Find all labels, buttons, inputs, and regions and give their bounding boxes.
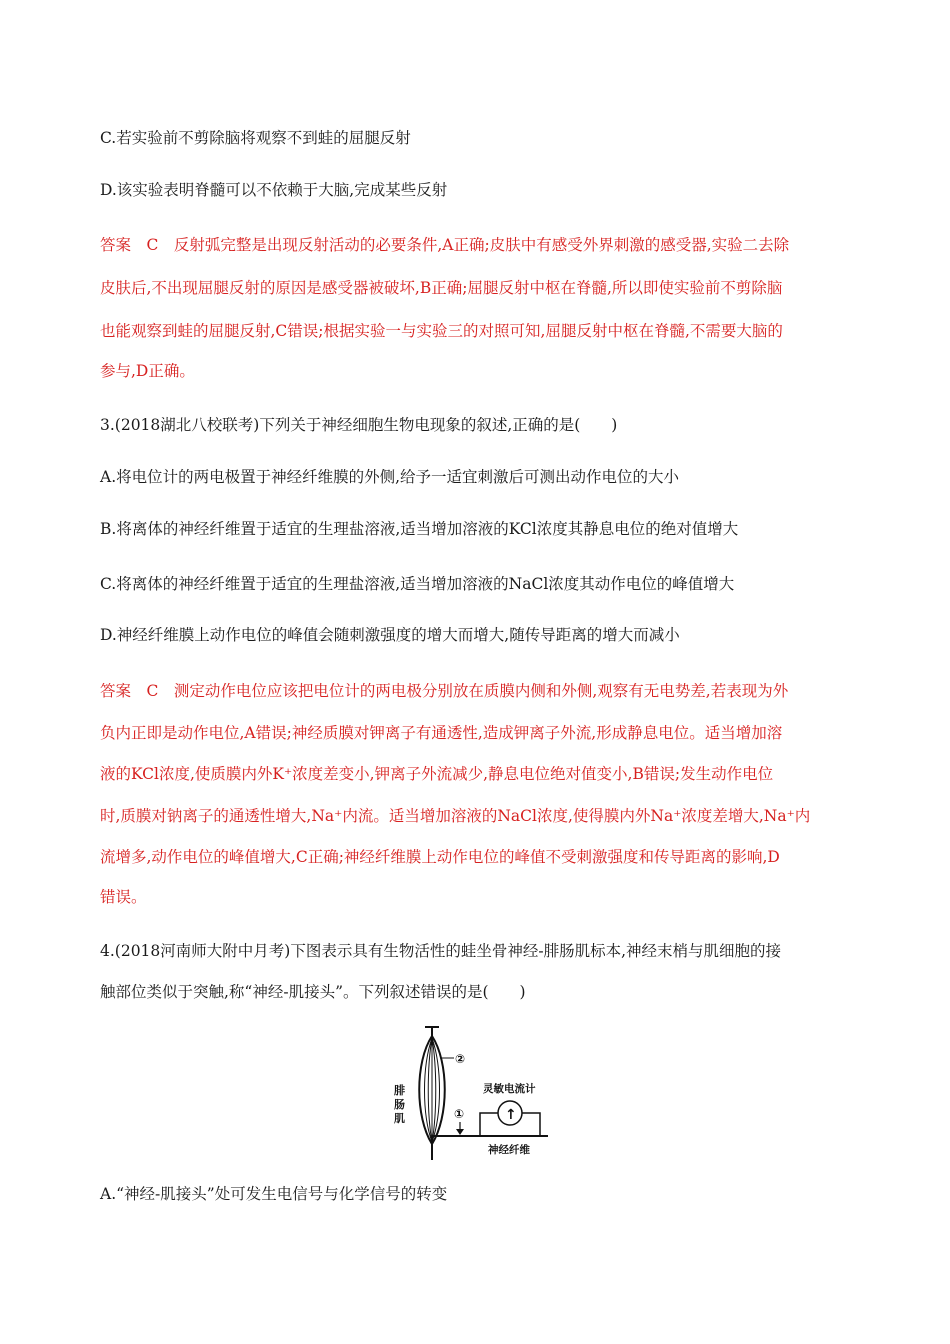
meter-wire-left: [480, 1113, 498, 1136]
q3-option-d: D.神经纤维膜上动作电位的峰值会随刺激强度的增大而增大,随传导距离的增大而减小: [100, 626, 680, 644]
q4-stem-line-1: 4.(2018河南师大附中月考)下图表示具有生物活性的蛙坐骨神经-腓肠肌标本,神经末梢与肌细胞的接: [100, 942, 781, 960]
q2-option-d: D.该实验表明脊髓可以不依赖于大脑,完成某些反射: [100, 181, 448, 199]
q2-option-c: C.若实验前不剪除脑将观察不到蛙的屈腿反射: [100, 129, 411, 147]
q3-stem: 3.(2018湖北八校联考)下列关于神经细胞生物电现象的叙述,正确的是( ): [100, 416, 618, 434]
q3-answer-line-2: 负内正即是动作电位,A错误;神经质膜对钾离子有通透性,造成钾离子外流,形成静息电位。适当增加溶: [100, 724, 783, 742]
q3-answer-line-6: 错误。: [100, 888, 147, 906]
stimulus-arrow-head: [456, 1129, 464, 1135]
nerve-muscle-diagram: [380, 1022, 570, 1162]
q4-stem-line-2: 触部位类似于突触,称“神经-肌接头”。下列叙述错误的是( ): [100, 983, 526, 1001]
q3-option-b: B.将离体的神经纤维置于适宜的生理盐溶液,适当增加溶液的KCl浓度其静息电位的绝对值增大: [100, 520, 739, 538]
q3-answer-line-5: 流增多,动作电位的峰值增大,C正确;神经纤维膜上动作电位的峰值不受刺激强度和传导距离的影响,D: [100, 848, 780, 866]
label-circle-2: ②: [455, 1052, 466, 1066]
label-muscle-char-1: 腓: [394, 1084, 405, 1097]
q3-option-a: A.将电位计的两电极置于神经纤维膜的外侧,给予一适宜刺激后可测出动作电位的大小: [100, 468, 680, 486]
q2-answer-line-2: 皮肤后,不出现屈腿反射的原因是感受器被破坏,B正确;屈腿反射中枢在脊髓,所以即使实验前不剪除脑: [100, 279, 783, 297]
label-muscle-char-2: 肠: [394, 1098, 405, 1111]
q2-answer-line-3: 也能观察到蛙的屈腿反射,C错误;根据实验一与实验三的对照可知,屈腿反射中枢在脊髓,不需要大脑的: [100, 322, 783, 340]
galvanometer-needle-icon: ↑: [505, 1107, 517, 1123]
meter-wire-right: [522, 1113, 540, 1136]
q3-option-c: C.将离体的神经纤维置于适宜的生理盐溶液,适当增加溶液的NaCl浓度其动作电位的峰值增大: [100, 575, 735, 593]
q2-answer-line-4: 参与,D正确。: [100, 362, 195, 380]
label-meter: 灵敏电流计: [483, 1083, 536, 1095]
q3-answer-line-4: 时,质膜对钠离子的通透性增大,Na⁺内流。适当增加溶液的NaCl浓度,使得膜内外Na⁺浓度差增大,Na⁺内: [100, 807, 811, 825]
q2-answer-line-1: 答案 C 反射弧完整是出现反射活动的必要条件,A正确;皮肤中有感受外界刺激的感受器,实验二去除: [100, 236, 790, 254]
nerve-muscle-figure: [380, 1022, 570, 1162]
q3-answer-line-3: 液的KCl浓度,使质膜内外K⁺浓度差变小,钾离子外流减少,静息电位绝对值变小,B错误;发生动作电位: [100, 765, 774, 783]
label-muscle-char-3: 肌: [394, 1112, 405, 1125]
q4-option-a: A.“神经-肌接头”处可发生电信号与化学信号的转变: [100, 1185, 448, 1203]
label-circle-1: ①: [454, 1107, 465, 1121]
q3-answer-line-1: 答案 C 测定动作电位应该把电位计的两电极分别放在质膜内侧和外侧,观察有无电势差,若表现为外: [100, 682, 789, 700]
label-nerve-fiber: 神经纤维: [488, 1144, 530, 1156]
